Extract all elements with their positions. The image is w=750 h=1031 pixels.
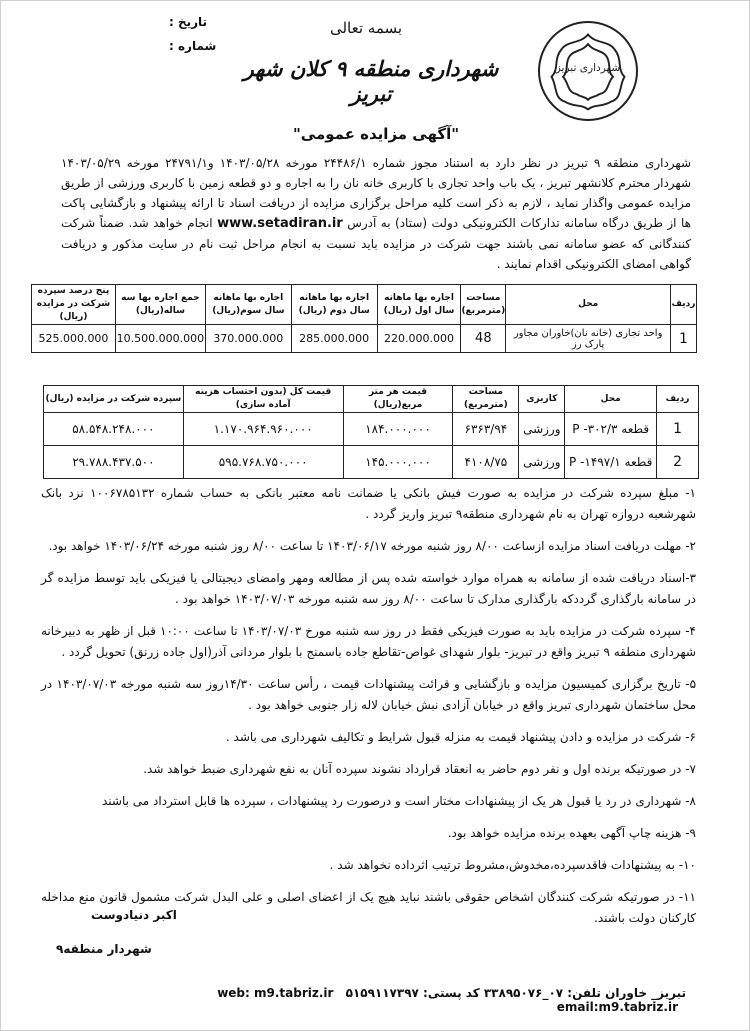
intro-text-after: انجام خواهد شد. ضمناً شرکت کنندگانی که عضو سامانه نمی باشند جهت شرکت در مزایده باید نسبت به انجام مراحل ثبت نام در سایت مذکور و دریافت گواهی امضای الکترونیکی اقدام نمایند . [61, 216, 691, 271]
col-header-row-number: ردیف [657, 386, 699, 413]
website-link[interactable]: www.setadiran.ir [217, 216, 343, 231]
list-item: ۸- شهرداری در رد یا قبول هر یک از پیشنهادات مختار است و درصورت رد پیشنهادات ، سپرده ها قابل استرداد می باشند [101, 794, 696, 808]
cell-location: قطعه ۳۰۲/۳- P [565, 413, 657, 446]
col-header-total-rent: جمع اجاره بها سه ساله(ریال) [115, 285, 205, 325]
col-header-area: مساحت (مترمربع) [453, 386, 519, 413]
organization-name: شهرداری منطقه ۹ کلان شهر تبریز [243, 56, 499, 106]
col-header-rent-year2: اجاره بها ماهانه سال دوم (ریال) [291, 285, 377, 325]
col-header-deposit: سپرده شرکت در مزایده (ریال) [44, 386, 184, 413]
cell-price-per-meter: ۱۴۵.۰۰۰.۰۰۰ [343, 446, 453, 479]
footer-address: تبریز_ خاوران تلفن: ۰۷_۳۳۸۹۵۰۷۶ کد پستی: ۵۱۵۹۱۱۷۳۹۷ [345, 986, 686, 1000]
cell-price-per-meter: ۱۸۴.۰۰۰.۰۰۰ [343, 413, 453, 446]
cell-rent-year1: 220.000.000 [377, 325, 461, 353]
col-header-rent-year3: اجاره بها ماهانه سال سوم(ریال) [205, 285, 291, 325]
list-item: ۱- مبلغ سپرده شرکت در مزایده به صورت فیش بانکی یا ضمانت نامه معتبر بانکی به حساب شماره ۱۰۰۶۷۸۵۱۳۲ نزد بانک شهرشعبه دروازه تهران به نام شهرداری منطقه۹ تبریز واریز گردد . [41, 486, 696, 521]
cell-usage: ورزشی [519, 446, 565, 479]
col-header-total-price: قیمت کل (بدون احتساب هزینه آماده سازی) [183, 386, 343, 413]
document-title: "آگهی مزایده عمومی" [292, 125, 460, 143]
list-item: ۲- مهلت دریافت اسناد مزایده ازساعت ۸/۰۰ روز شنبه مورخه ۱۴۰۳/۰۶/۱۷ تا ساعت ۸/۰۰ روز شنبه مورخه ۱۴۰۳/۰۶/۲۴ خواهد بود. [48, 539, 696, 553]
cell-deposit: 525.000.000 [32, 325, 116, 353]
col-header-location: محل [506, 285, 671, 325]
cell-rent-year2: 285.000.000 [291, 325, 377, 353]
footer-email[interactable]: email:m9.tabriz.ir [556, 1000, 678, 1014]
list-item: ۳-اسناد دریافت شده از سامانه به همراه موارد خواسته شده پس از مطالعه ومهر وامضای دیجیتالی یا فیزیکی باید توسط مزایده گر در سامانه بارگذاری گرددکه بارگذاری مدارک تا ساعت ۸/۰۰ روز سه شنبه مورخه ۱۴۰۳/۰۷/۰۳ خواهد بود . [41, 571, 696, 606]
col-header-area: مساحت (مترمربع) [461, 285, 506, 325]
table-row [44, 446, 699, 479]
table-row [32, 325, 697, 353]
list-item: ۷- در صورتیکه برنده اول و نفر دوم حاضر به انعقاد قرارداد نشوند سپرده آنان به نفع شهرداری ضبط خواهد شد. [143, 762, 696, 776]
col-header-rent-year1: اجاره بها ماهانه سال اول (ریال) [377, 285, 461, 325]
signatory-title: شهردار منطقه۹ [56, 942, 152, 956]
cell-total-price: ۵۹۵.۷۶۸.۷۵۰.۰۰۰ [183, 446, 343, 479]
logo-graphic [540, 23, 636, 119]
intro-paragraph [61, 153, 691, 274]
cell-total-price: ۱.۱۷۰.۹۶۴.۹۶۰.۰۰۰ [183, 413, 343, 446]
logo-text: شهرداری تبریز [555, 62, 621, 74]
cell-total-rent: 10.500.000.000 [115, 325, 205, 353]
footer-web[interactable]: web: m9.tabriz.ir [217, 986, 334, 1000]
col-header-price-per-meter: قیمت هر متر مربع(ریال) [343, 386, 453, 413]
cell-location: قطعه ۱۴۹۷/۱- P [565, 446, 657, 479]
intro-text: شهرداری منطقه ۹ تبریز در نظر دارد به استناد مجوز شماره ۲۴۴۸۶/۱ مورخه ۱۴۰۳/۰۵/۲۸ و۲۴۷۹۱/۱ مورخه ۱۴۰۳/۰۵/۲۹ شهردار محترم کلانشهر تبریز ، یک باب واحد تجاری با کاربری خانه نان را به اجاره و دو قطعه زمین با کاربری ورزشی از طریق مزایده عمومی واگذار نماید ، لازم به ذکر است کلیه مراحل برگزاری مزایده از دریافت اسناد تا ارائه پیشنهاد و بازگشایی پاکت ها از طریق درگاه سامانه تدارکات الکترونیکی دولت (ستاد) به آدرس [61, 156, 692, 230]
signatory-name: اکبر دنیادوست [91, 908, 177, 922]
col-header-usage: کاربری [519, 386, 565, 413]
cell-area: ۶۳۶۳/۹۴ [453, 413, 519, 446]
cell-deposit: ۲۹.۷۸۸.۴۳۷.۵۰۰ [44, 446, 184, 479]
cell-area: 48 [461, 325, 506, 353]
list-item: ۵- تاریخ برگزاری کمیسیون مزایده و بازگشایی و قرائت پیشنهادات قیمت ، رأس ساعت ۱۴/۳۰روز سه شنبه مورخه ۱۴۰۳/۰۷/۰۳ در محل ساختمان شهرداری تبریز واقع در خیابان آزادی نبش خیابان لاله زار جنوبی خواهد بود . [41, 677, 697, 712]
cell-row-number: 1 [657, 413, 699, 446]
table-row [44, 413, 699, 446]
list-item: ۹- هزینه چاپ آگهی بعهده برنده مزایده خواهد بود. [447, 826, 696, 840]
cell-row-number: 2 [657, 446, 699, 479]
date-label: تاریخ : [169, 15, 208, 29]
municipality-logo-icon [538, 21, 638, 121]
list-item: ۱۰- به پیشنهادات فاقدسپرده،مخدوش،مشروط ترتیب اثرداده نخواهد شد . [329, 858, 696, 872]
cell-deposit: ۵۸.۵۴۸.۲۴۸.۰۰۰ [44, 413, 184, 446]
col-header-deposit: پنج درصد سپرده شرکت در مزایده (ریال) [32, 285, 116, 325]
table-header-row [44, 386, 699, 413]
list-item: ۶- شرکت در مزایده و دادن پیشنهاد قیمت به منزله قبول شرایط و تکالیف شهرداری می باشد . [225, 730, 696, 744]
lease-table [31, 284, 697, 353]
table-header-row [32, 285, 697, 325]
col-header-row-number: ردیف [671, 285, 697, 325]
cell-usage: ورزشی [519, 413, 565, 446]
cell-area: ۴۱۰۸/۷۵ [453, 446, 519, 479]
list-item: ۱۱- در صورتیکه شرکت کنندگان اشخاص حقوقی باشند نباید هیچ یک از اعضای اصلی و علی البدل شرکت مشمول قانون منع مداخله کارکنان دولت باشند. [41, 890, 696, 925]
land-table [43, 385, 699, 479]
number-label: شماره : [169, 39, 217, 53]
conditions-list [41, 483, 696, 940]
cell-location: واحد تجاری (خانه نان)خاوران مجاور پارک رز [506, 325, 671, 353]
basmala: بسمه تعالی [329, 19, 403, 37]
footer-contact [201, 986, 686, 1014]
list-item: ۴- سپرده شرکت در مزایده باید به صورت فیزیکی فقط در روز سه شنبه مورخ ۱۴۰۳/۰۷/۰۳ تا ساعت ۱۰:۰۰ قبل از ظهر به دبیرخانه شهرداری منطقه ۹ تبریز واقع در تبریز- بلوار شهدای غواص-تقاطع جاده باسمنج با بلوار مردانی آذر(اول جاده زرنق) تحویل گردد . [41, 624, 696, 659]
cell-row-number: 1 [671, 325, 697, 353]
col-header-location: محل [565, 386, 657, 413]
cell-rent-year3: 370.000.000 [205, 325, 291, 353]
